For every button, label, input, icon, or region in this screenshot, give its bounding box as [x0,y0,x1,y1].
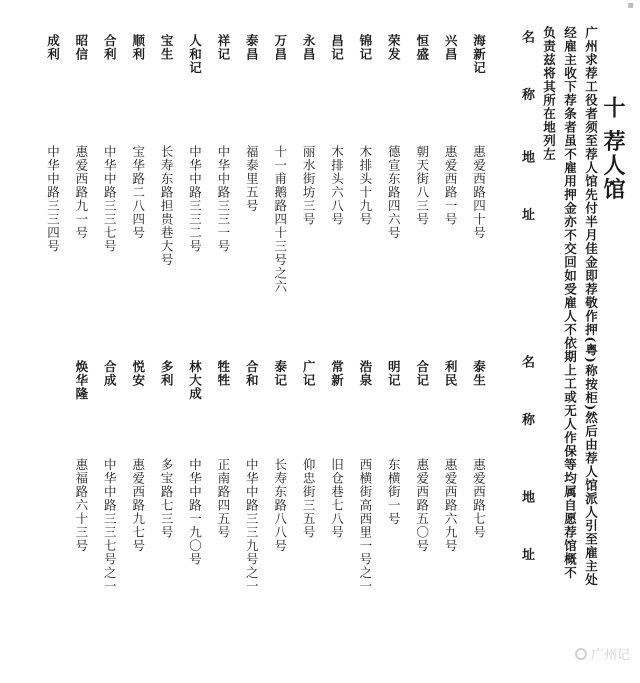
shop2-address: 东横街一号 [386,458,402,526]
shop-address: 中华中路三三二号 [187,145,203,253]
shop-address: 丽水街坊三号 [301,145,317,226]
shop-address: 长寿东路担贵巷大号 [159,145,175,267]
shop-name: 昌记 [329,34,345,61]
notice-line-2: 经雇主收下荐条者虽不雇用押金亦不交回如受雇人不依期上工或无人作保等均属自愿荐馆概不 [562,26,578,580]
shop2-address: 惠福路六十三号 [73,458,89,553]
shop-name: 祥记 [215,34,231,61]
shop-address: 木排头六八号 [329,145,345,226]
shop2-address: 长寿东路八八号 [272,458,288,553]
shop2-name: 泰生 [471,360,487,387]
shop-name: 人和记 [187,34,203,75]
shop-name: 合利 [102,34,118,61]
shop2-name: 浩泉 [357,360,373,387]
shop-name: 兴昌 [443,34,459,61]
page-edge-mark: ▪ [627,0,634,11]
shop2-name: 牲牲 [215,360,231,387]
shop-address: 中华中路三三四号 [45,145,61,253]
shop-address: 福泰里五号 [244,145,260,213]
shop2-address: 中华中路三三七号之一 [102,458,118,593]
shop2-name: 悦安 [130,360,146,387]
shop-address: 宝华路二八四号 [130,145,146,240]
header-name: 名 称 [519,30,534,121]
shop-name: 荣发 [386,34,402,61]
shop2-address: 仰忠街三五号 [301,458,317,539]
shop2-address: 惠爱西路六九号 [443,458,459,553]
shop-address: 惠爱西路一号 [443,145,459,226]
shop2-name: 焕华隆 [73,360,89,401]
shop-address: 十一甫鹅路四十三号之六 [272,145,288,294]
shop-address: 中华中路三三七号 [102,145,118,253]
shop2-name: 广记 [301,360,317,387]
shop2-address: 多宝路七三号 [159,458,175,539]
shop-name: 海新记 [471,34,487,75]
shop-address: 惠爱西路九一号 [73,145,89,240]
shop2-address: 中华中路三三九号之一 [244,458,260,593]
shop2-name: 林大成 [187,360,203,401]
shop2-name: 泰记 [272,360,288,387]
shop-name: 万昌 [272,34,288,61]
shop-address: 中华中路三三一号 [215,145,231,253]
shop-address: 德宣东路四六号 [386,145,402,240]
shop2-name: 明记 [386,360,402,387]
shop-name: 顺利 [130,34,146,61]
header-address-2: 地 址 [519,490,534,581]
shop2-address: 正南路四五号 [215,458,231,539]
header-name-2: 名 称 [519,355,534,446]
watermark [575,644,630,663]
header-address: 地 址 [519,150,534,241]
shop-address: 惠爱西路四十号 [471,145,487,240]
shop-name: 永昌 [301,34,317,61]
shop2-address: 中华中路一九〇号 [187,458,203,566]
shop2-address: 惠爱西路五〇号 [414,458,430,553]
shop-name: 昭信 [73,34,89,61]
notice-line-1: 广州求荐工役者须至荐人馆先付半月佳金即荐敬作押(粤)称按柜)然后由荐人馆派人引至雇主处 [583,26,599,587]
section-title: 十 荐人馆 [600,96,626,202]
wechat-icon [575,648,587,660]
shop2-name: 常新 [329,360,345,387]
shop-name: 泰昌 [244,34,260,61]
shop-address: 木排头十九号 [357,145,373,226]
shop-name: 恒盛 [414,34,430,61]
shop-name: 宝生 [159,34,175,61]
shop-name: 成利 [45,34,61,61]
notice-line-3: 负责兹将其所在地列左 [541,26,557,161]
shop-address: 朝天街八三号 [414,145,430,226]
shop2-name: 合记 [414,360,430,387]
shop2-address: 惠爱西路九七号 [130,458,146,553]
shop-name: 锦记 [357,34,373,61]
shop2-address: 旧仓巷七八号 [329,458,345,539]
shop2-name: 多利 [159,360,175,387]
shop2-address: 西横街高西里一号之一 [357,458,373,593]
shop2-name: 利民 [443,360,459,387]
shop2-name: 合成 [102,360,118,387]
shop2-name: 合和 [244,360,260,387]
watermark-text: 广州记 [590,648,630,663]
shop2-address: 惠爱西路七号 [471,458,487,539]
